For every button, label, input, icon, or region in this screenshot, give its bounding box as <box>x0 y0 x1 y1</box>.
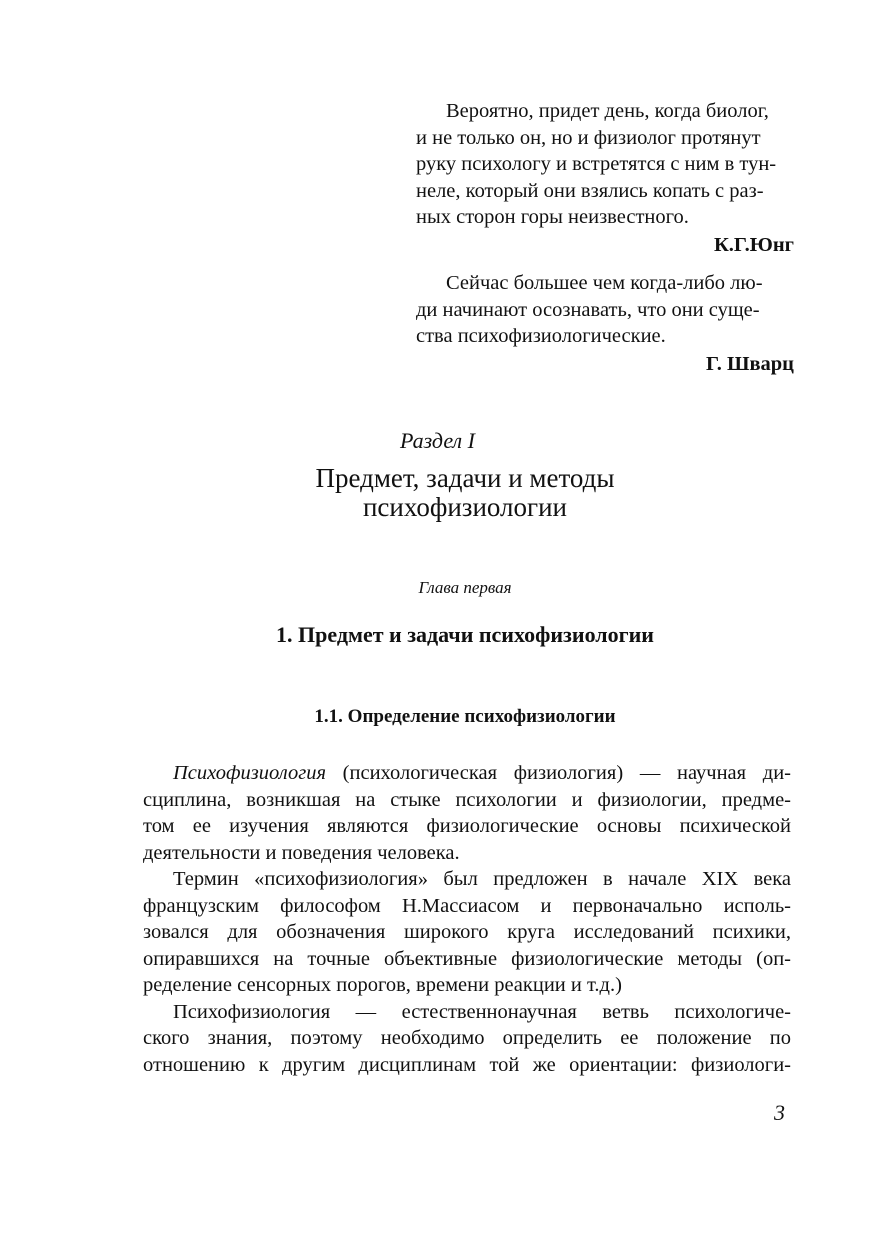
paragraph <box>143 866 791 999</box>
epigraph-schwartz <box>416 270 794 377</box>
epigraph-line: руку психологу и встретятся с ним в тун- <box>416 153 777 175</box>
paragraph-line: французским философом Н.Массиасом и первоначально исполь- <box>143 894 791 917</box>
paragraph-line: том ее изучения являются физиологические основы психической <box>143 815 791 837</box>
paragraph-line: отношению к другим дисциплинам той же ориентации: физиологи- <box>143 1053 791 1076</box>
page-number: 3 <box>774 1100 785 1125</box>
epigraph-line: неле, который они взялись копать с раз- <box>416 179 764 202</box>
section-title-line: Предмет, задачи и методы <box>315 463 615 493</box>
paragraph <box>143 760 791 866</box>
paragraph-line: деятельности и поведения человека. <box>143 841 460 864</box>
epigraph-line: ства психофизиологические. <box>416 325 666 347</box>
epigraph-line: и не только он, но и физиолог протянут <box>416 126 761 149</box>
paragraph-line: ского знания, поэтому необходимо определить ее положение по <box>143 1027 791 1049</box>
subsection-title: 1.1. Определение психофизиологии <box>314 706 616 727</box>
epigraph-line: ди начинают осознавать, что они суще- <box>416 298 760 321</box>
section-label: Раздел I <box>400 428 475 453</box>
chapter-title: 1. Предмет и задачи психофизиологии <box>276 622 654 647</box>
paragraph-line: ределение сенсорных порогов, времени реакции и т.д.) <box>143 974 622 996</box>
paragraph-line <box>143 760 791 787</box>
paragraph-line-text: (психологическая физиология) — научная ди- <box>326 762 791 784</box>
paragraph-line: сциплина, возникшая на стыке психологии и физиологии, предме- <box>143 788 791 811</box>
paragraph-line: Психофизиология — естественнонаучная ветвь психологиче- <box>173 1000 791 1023</box>
epigraph-author: Г. Шварц <box>705 352 794 375</box>
epigraph-jung <box>416 98 794 258</box>
section-title <box>0 464 875 522</box>
paragraph-line: опиравшихся на точные объективные физиологические методы (оп- <box>143 947 791 970</box>
paragraph-line: зовался для обозначения широкого круга исследований психики, <box>143 921 791 943</box>
epigraph-line: ных сторон горы неизвестного. <box>416 206 689 228</box>
paragraph <box>143 999 791 1079</box>
paragraph-line: Термин «психофизиология» был предложен в начале XIX века <box>173 868 791 890</box>
body-text <box>143 760 791 1078</box>
epigraph-author: К.Г.Юнг <box>713 233 794 256</box>
epigraph-line: Сейчас большее чем когда-либо лю- <box>446 272 763 294</box>
section-title-line: психофизиологии <box>362 492 567 522</box>
epigraph-line: Вероятно, придет день, когда биолог, <box>446 100 769 122</box>
chapter-label: Глава первая <box>418 578 512 597</box>
term-psychophysiology: Психофизиология <box>173 762 326 784</box>
